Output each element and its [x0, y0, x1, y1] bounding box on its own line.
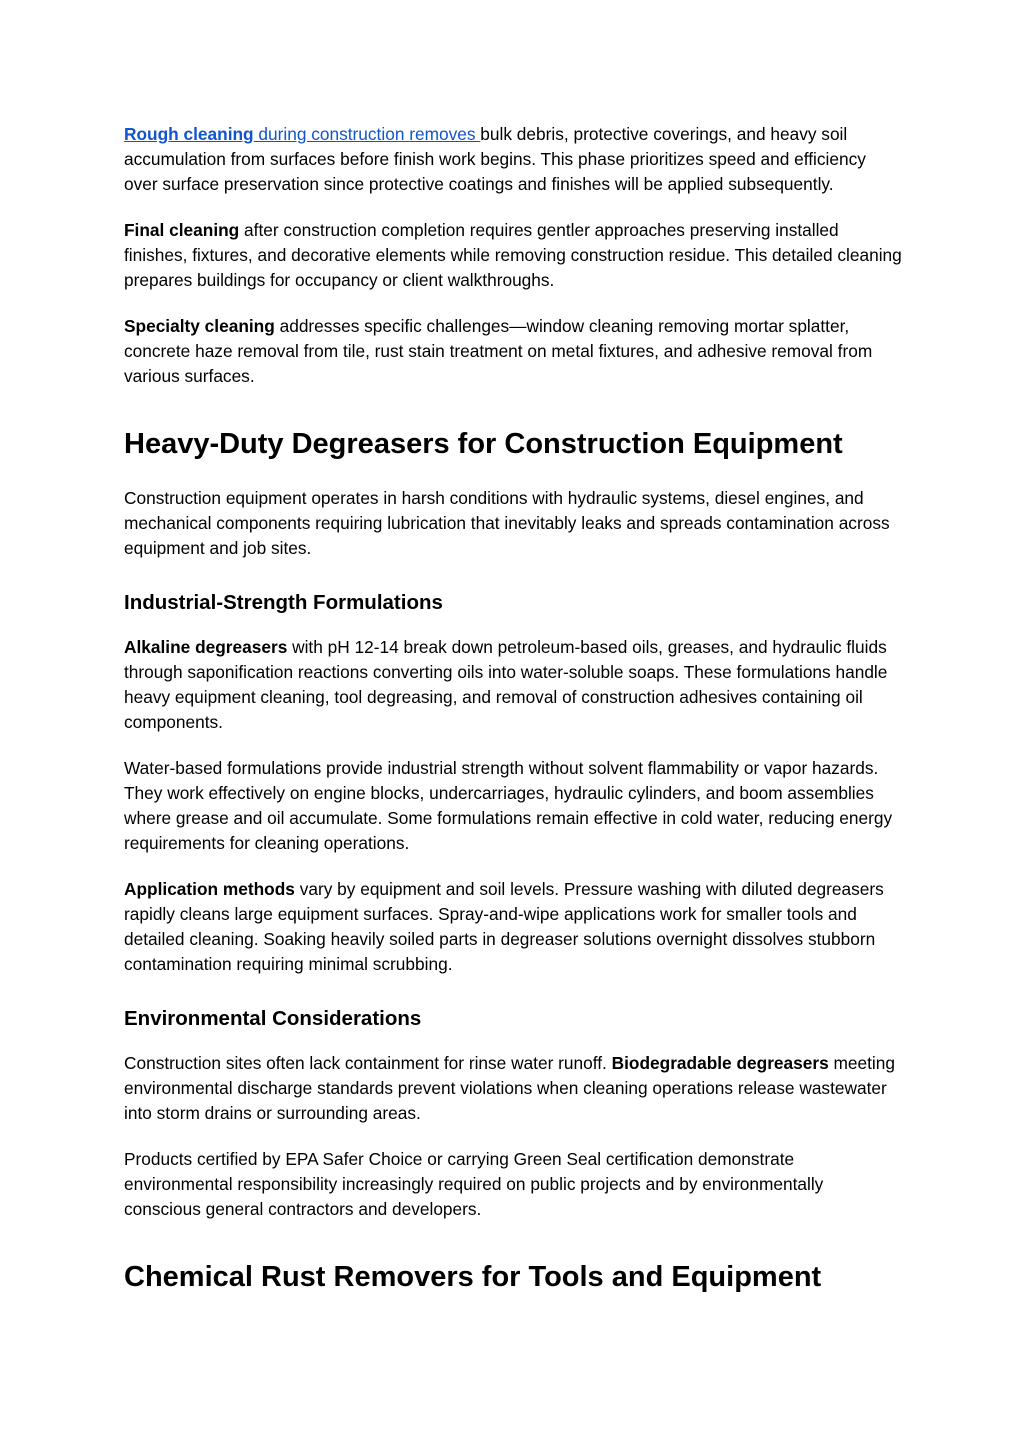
application-methods-term: Application methods — [124, 879, 295, 899]
rough-cleaning-link-bold: Rough cleaning — [124, 124, 254, 144]
runoff-text: Construction sites often lack containment for rinse water runoff. — [124, 1053, 612, 1073]
paragraph-final-cleaning — [124, 218, 904, 293]
paragraph-degreasers-intro: Construction equipment operates in harsh conditions with hydraulic systems, diesel engines, and mechanical components requiring lubrication that inevitably leaks and spreads contamination across equipment and job sites. — [124, 488, 890, 558]
specialty-cleaning-text: addresses specific challenges—window cleaning removing mortar splatter, concrete haze removal from tile, rust stain treatment on metal fixtures, and adhesive removal from various surfaces. — [124, 316, 873, 386]
paragraph-certified-products: Products certified by EPA Safer Choice or carrying Green Seal certification demonstrate environmental responsibility increasingly required on public projects and by environmentally conscious general contractors and developers. — [124, 1149, 824, 1219]
paragraph-rough-cleaning — [124, 122, 904, 197]
final-cleaning-text: after construction completion requires gentler approaches preserving installed finishes, fixtures, and decorative elements while removing construction residue. This detailed cleaning prepares buildings for occupancy or client walkthroughs. — [124, 220, 902, 290]
paragraph-alkaline-degreasers — [124, 635, 904, 735]
alkaline-degreasers-text: with pH 12-14 break down petroleum-based oils, greases, and hydraulic fluids through saponification reactions converting oils into water-soluble soaps. These formulations handle heavy equipment cleaning, tool degreasing, and removal of construction adhesives containing oil components. — [124, 637, 888, 732]
final-cleaning-term: Final cleaning — [124, 220, 240, 240]
paragraph-water-based: Water-based formulations provide industrial strength without solvent flammability or vapor hazards. They work effectively on engine blocks, undercarriages, hydraulic cylinders, and boom assemblies where grease and oil accumulate. Some formulations remain effective in cold water, reducing energy requirements for cleaning operations. — [124, 758, 893, 853]
rough-cleaning-text: bulk debris, protective coverings, and heavy soil accumulation from surfaces before finish work begins. This phase prioritizes speed and efficiency over surface preservation since protective coatings and finishes will be applied subsequently. — [124, 124, 866, 194]
paragraph-runoff — [124, 1051, 904, 1126]
heading-rust-removers: Chemical Rust Removers for Tools and Equipment — [124, 1261, 822, 1293]
heading-environmental: Environmental Considerations — [124, 1007, 422, 1030]
paragraph-specialty-cleaning — [124, 314, 904, 389]
rough-cleaning-link-rest: during construction removes — [253, 124, 481, 144]
biodegradable-degreasers-term: Biodegradable degreasers — [611, 1053, 829, 1073]
document-page — [124, 122, 904, 1319]
runoff-rest-text: meeting environmental discharge standards prevent violations when cleaning operations release wastewater into storm drains or surrounding areas. — [124, 1053, 895, 1123]
rough-cleaning-link[interactable] — [124, 124, 480, 144]
paragraph-application-methods — [124, 877, 904, 977]
heading-degreasers: Heavy-Duty Degreasers for Construction Equipment — [124, 428, 843, 460]
specialty-cleaning-term: Specialty cleaning — [124, 316, 275, 336]
alkaline-degreasers-term: Alkaline degreasers — [124, 637, 288, 657]
application-methods-text: vary by equipment and soil levels. Pressure washing with diluted degreasers rapidly cleans large equipment surfaces. Spray-and-wipe applications work for smaller tools and detailed cleaning. Soaking heavily soiled parts in degreaser solutions overnight dissolves stubborn contamination requiring minimal scrubbing. — [124, 879, 884, 974]
heading-industrial-strength: Industrial-Strength Formulations — [124, 591, 443, 614]
